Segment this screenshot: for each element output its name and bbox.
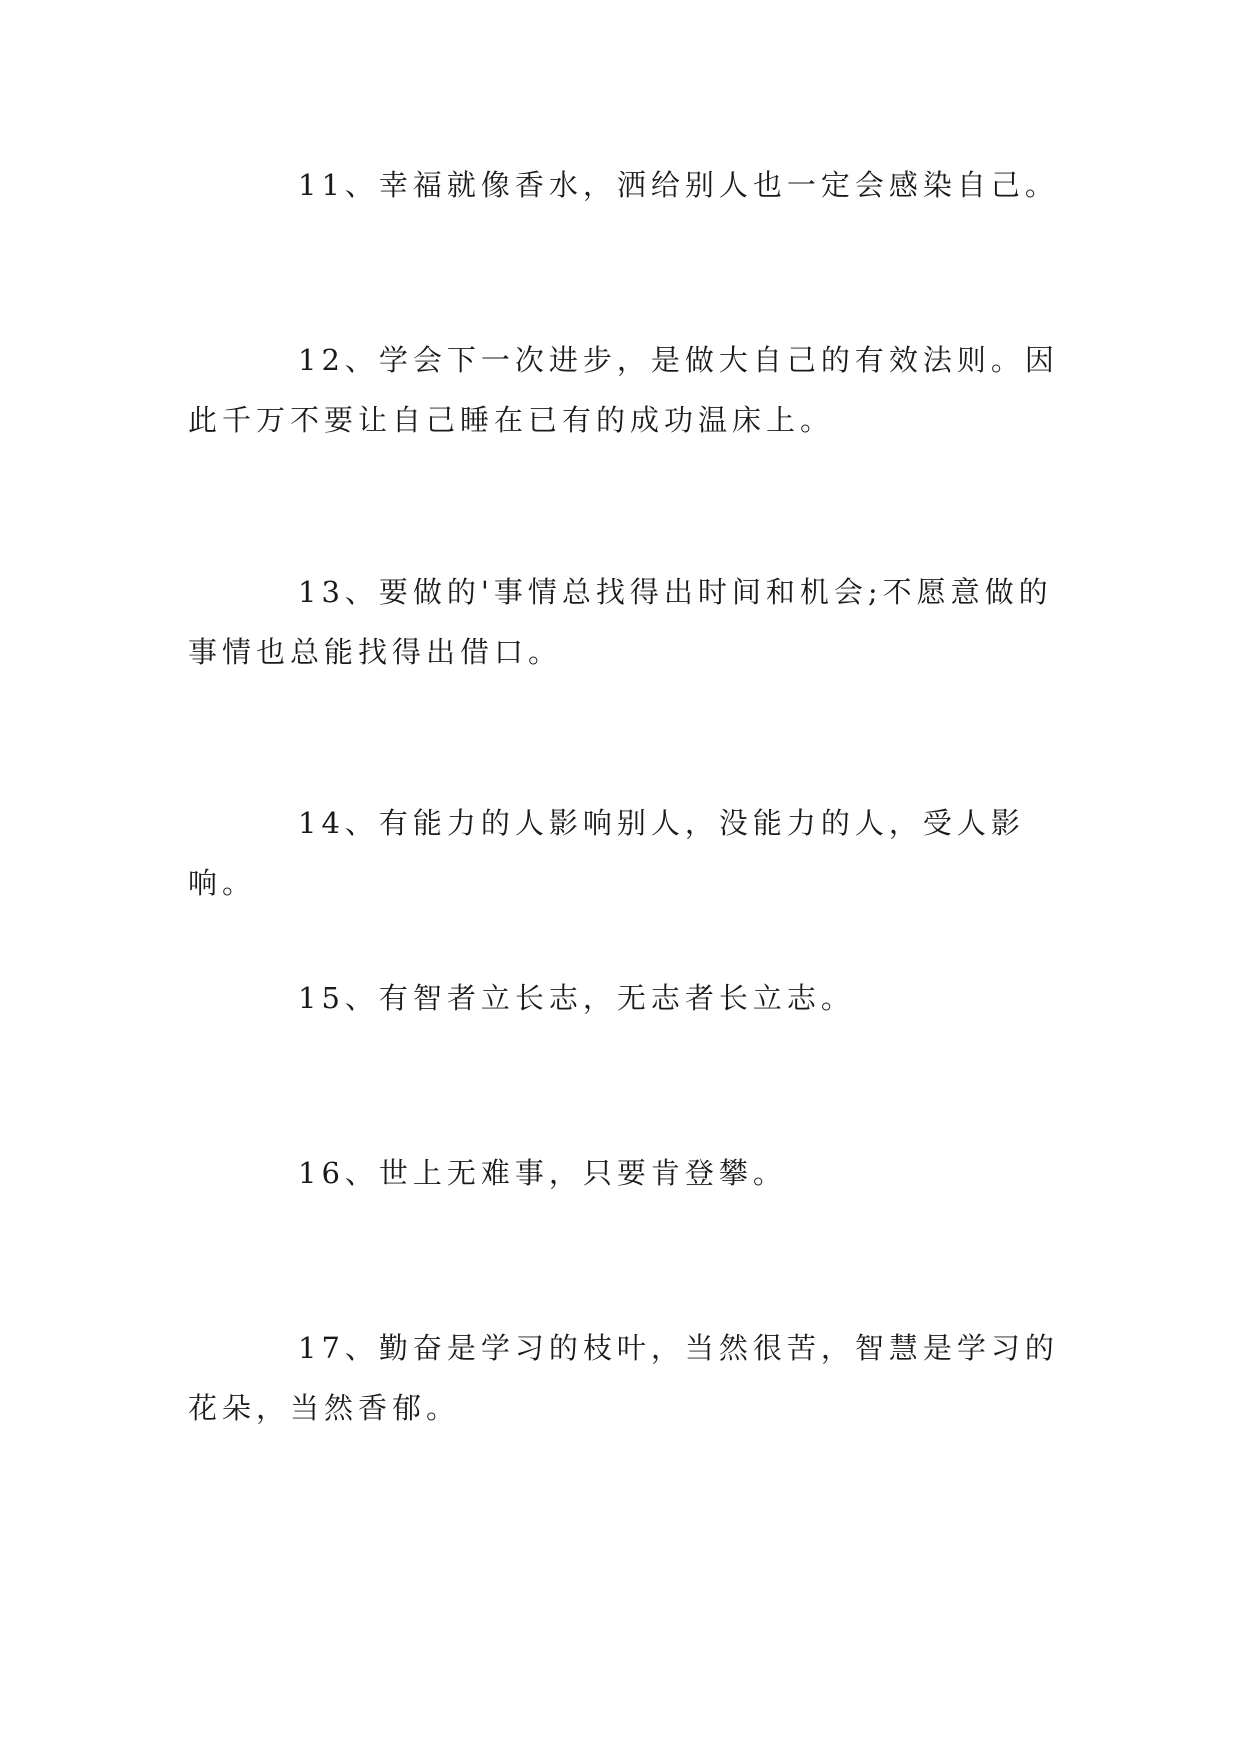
quote-paragraph-12: 12、学会下一次进步，是做大自己的有效法则。因此千万不要让自己睡在已有的成功温床上。 xyxy=(188,343,1059,437)
quote-paragraph-16: 16、世上无难事，只要肯登攀。 xyxy=(298,1156,787,1190)
quote-paragraph-14: 14、有能力的人影响别人，没能力的人，受人影响。 xyxy=(188,806,1025,900)
quote-paragraph-11: 11、幸福就像香水，洒给别人也一定会感染自己。 xyxy=(298,168,1059,202)
quote-paragraph-17: 17、勤奋是学习的枝叶，当然很苦，智慧是学习的花朵，当然香郁。 xyxy=(188,1331,1059,1425)
quote-paragraph-15: 15、有智者立长志，无志者长立志。 xyxy=(298,981,855,1015)
quote-paragraph-13: 13、要做的'事情总找得出时间和机会;不愿意做的事情也总能找得出借口。 xyxy=(188,575,1053,669)
